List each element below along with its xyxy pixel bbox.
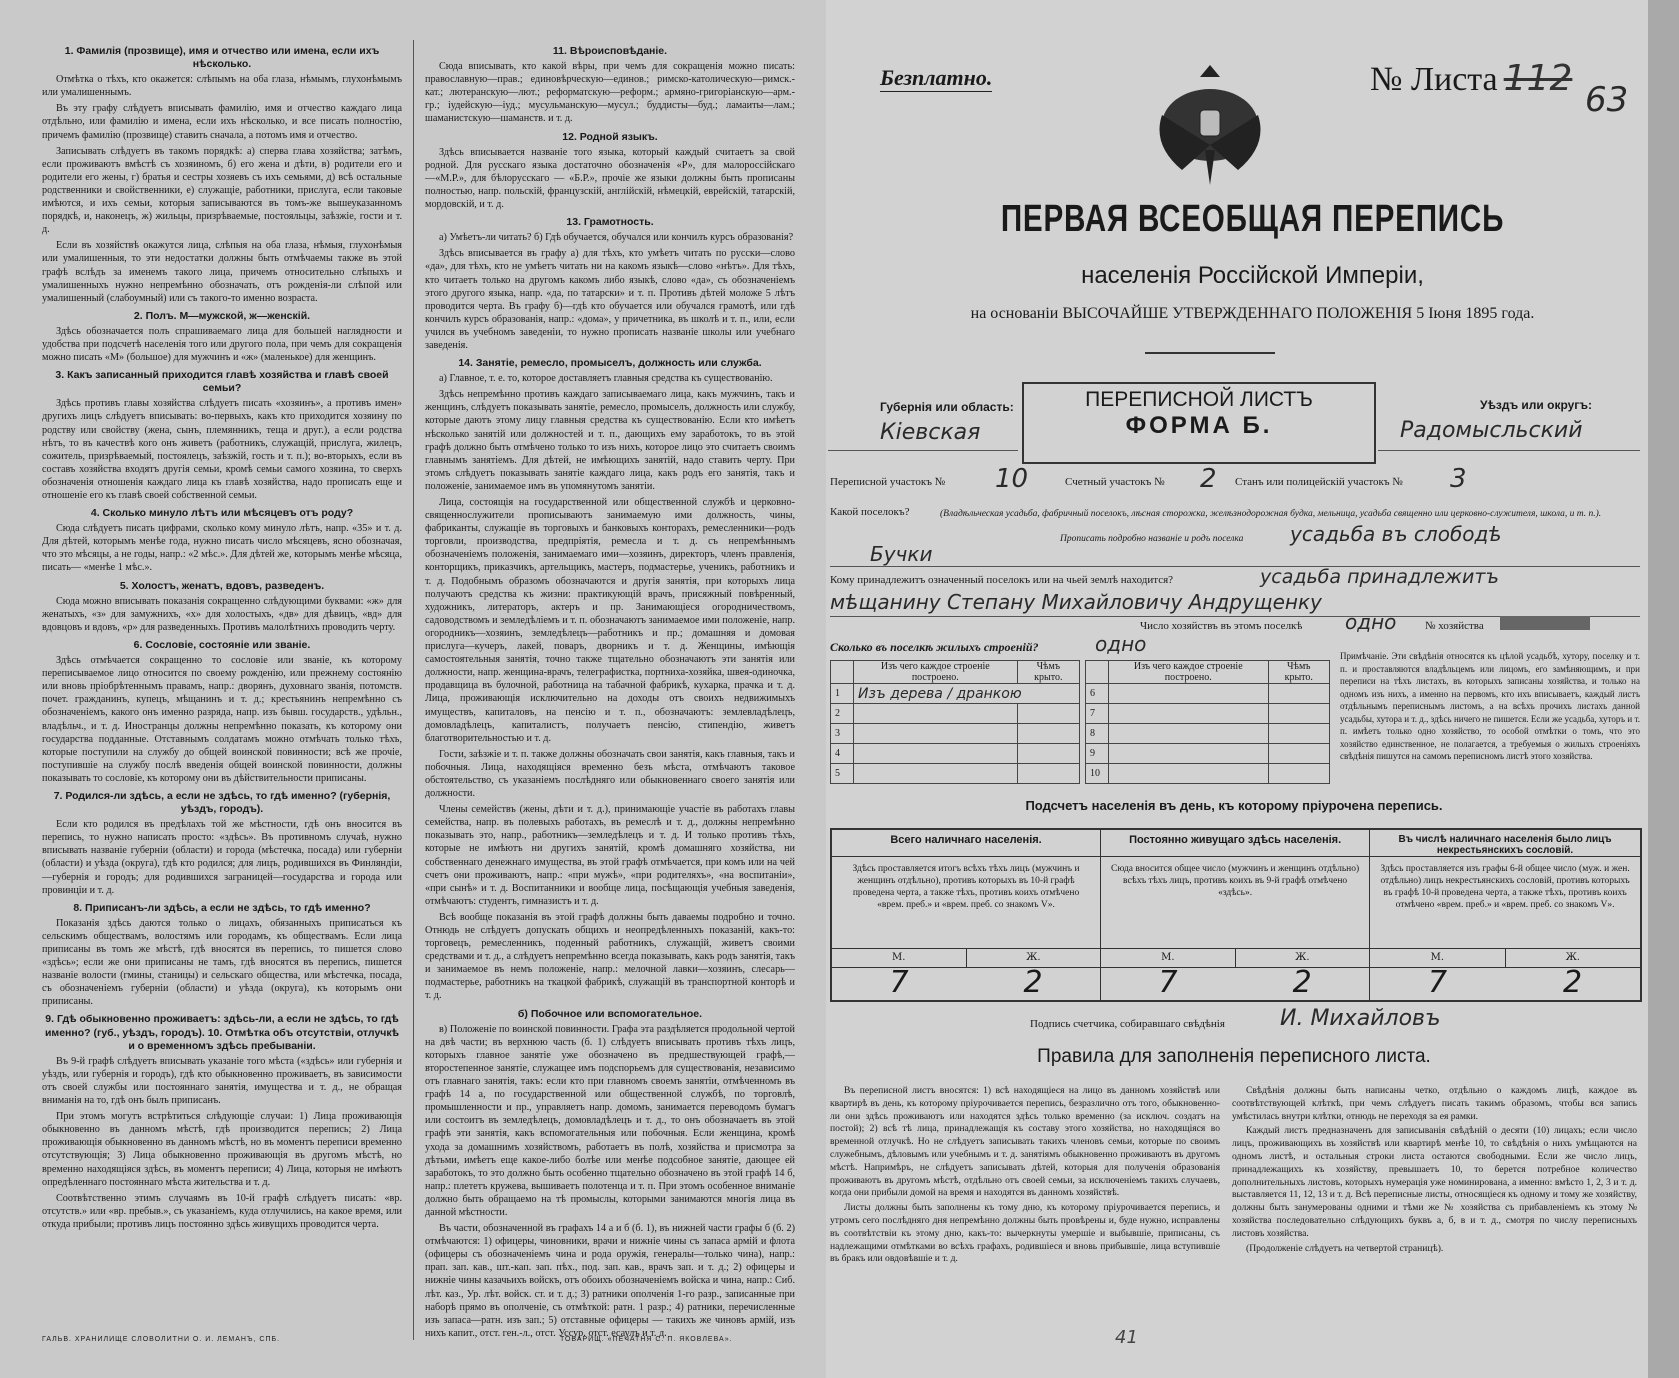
instruction-text: Сюда можно вписывать показанія сокращенно слѣдующими буквами: «ж» для женатыхъ, «з» для замужнихъ, «х» для холостыхъ, «дв» для дѣвицъ, «вд» для вдовцовъ и вдовъ, «р» для разведенныхъ. Противъ малолѣтнихъ проводить черту.	[42, 595, 402, 633]
settlement-line	[830, 566, 1640, 567]
left-page	[0, 0, 826, 1378]
population-total-desc: Здѣсь проставляется итогъ всѣхъ тѣхъ лицъ (мужчинъ и женщинъ отдѣльно), противъ которыхъ въ 10-й графѣ проведена черта, а также тѣхъ, противъ коихъ отмѣчено «врем. преб.» и «врем. преб. со знакомъ V».	[852, 864, 1080, 910]
female-label: Ж.	[1295, 952, 1310, 963]
buildings-table-left	[830, 660, 1080, 784]
province-value: Кіевская	[880, 420, 981, 445]
instruction-heading: 5. Холостъ, женатъ, вдовъ, разведенъ.	[119, 579, 325, 592]
instruction-heading: 14. Занятіе, ремесло, промыселъ, должность или служба.	[458, 357, 762, 370]
instruction-heading: 1. Фамилія (прозвище), имя и отчество или имена, если ихъ нѣсколько.	[64, 45, 380, 71]
title-separator	[1145, 352, 1275, 354]
instruction-text: Въ эту графу слѣдуетъ вписывать фамилію, имя и отчество каждаго лица отдѣльно, или фамилію и имена, если ихъ нѣсколько, и все писать полностію, причемъ фамилію (прозвище) ставить сначала, а потомъ имя и отчество.	[42, 103, 402, 141]
instruction-text: Гости, заѣзжіе и т. п. также должны обозначать свои занятія, какъ главныя, такъ и побочныя. Лица, находящіяся временно безъ мѣста, отмѣчаютъ таковое обстоятельство, съ указаніемъ послѣдняго или обыкновеннаго своего занятія или должности.	[425, 748, 795, 800]
settlement-hint: (Владѣльческая усадьба, фабричный поселокъ, лѣсная сторожка, желѣзнодорожная будка, мельница, усадьба священно или церковно-служителя, школа, и т. п.).	[940, 509, 1602, 519]
settlement-hint-2: Прописать подробно названіе и родъ поселка	[1060, 534, 1244, 544]
instruction-text: Здѣсь вписывается въ графу а) для тѣхъ, кто умѣетъ читать по русски—слово «да», для тѣхъ, кто не умѣетъ читать ни на какомъ языкѣ—слово «нѣтъ». Для тѣхъ, кто читаетъ только на другомъ какомъ либо языкѣ, слово «да», съ обозначеніемъ этого другого языка, напр. «да, по татарски» и т. п. Противъ дѣтей моложе 5 лѣтъ проводится черта. Въ графу б)—гдѣ кто обучается или обучался грамотѣ, или гдѣ кончилъ курсъ образованія, напр.: «дома», у причетника, въ школѣ и т. п., или, если учился въ учебномъ заведеніи, то нужно прописать названіе школы или учебнаго заведенія.	[425, 248, 795, 351]
camp-label: Станъ или полицейскій участокъ №	[1235, 476, 1403, 488]
instruction-text: Если въ хозяйствѣ окажутся лица, слѣпыя на оба глаза, нѣмыя, глухонѣмыя или умалишенныя, то эти недостатки должны быть отмѣчаемы также въ этой графѣ вслѣдъ за именемъ такого лица, причемъ относительно слѣпыхъ и умалишенныхъ нужно непремѣнно обозначать, отъ рожденія-ли слѣпой или умалишенный (слабоумный) или съ такого-то именно возраста.	[42, 240, 402, 304]
buildings-label: Сколько въ поселкѣ жилыхъ строеній?	[830, 640, 1039, 654]
count-area-label: Счетный участокъ №	[1065, 476, 1165, 488]
population-total-header: Всего наличнаго населенія.	[832, 830, 1100, 857]
owner-value: усадьба принадлежитъ	[1260, 566, 1499, 588]
rules-left-column	[830, 1085, 1220, 1268]
settlement-value-2: Бучки	[870, 542, 933, 566]
census-area-label: Переписной участокъ №	[830, 476, 946, 488]
building-row-number: 1	[831, 684, 854, 704]
building-row-number: 7	[1086, 704, 1109, 724]
instruction-text: Здѣсь отмѣчается сокращенно то сословіе или званіе, къ которому переписываемое лицо относится по своему рожденію, или прежнему состоянію или вновь пріобрѣтеннымъ правамъ, напр.: дворянъ, духовнаго званія, потомств. почет. гражданинъ, купецъ, мѣщанинъ и т. д.; крестьянинъ непремѣнно съ обозначеніемъ, какого онъ именно разряда, напр. изъ бывш. государств., удѣльн., владѣльч., и т. д. Иностранцы должны непремѣнно показать, къ которому они государства подданные. Отставнымъ солдатамъ можно отмѣчать только тѣхъ, которые поступили на службу до общей воинской повинности; всѣ же прочіе, поступившіе на службу послѣ введенія общей воинской повинности, должны показывать то сословіе, къ которому они въ дѣйствительности приписаны.	[42, 655, 402, 784]
building-row-number: 2	[831, 704, 854, 724]
rule-paragraph: Въ переписной листъ вносятся: 1) всѣ находящіеся на лицо въ данномъ хозяйствѣ или квартирѣ въ день, къ которому пріурочивается перепись, безразлично отъ того, обыкновенно-ли они здѣсь проживаютъ или находятся здѣсь только временно (за исключ. создатъ на постой); 2) всѣ тѣ лица, принадлежащія къ составу этого хозяйства, но находящіяся во временной отлучкѣ. Но не слѣдуетъ записывать такихъ членовъ семьи, которые по своимъ служебнымъ, дѣловымъ или учебнымъ и т. д. занятіямъ обыкновенно проживаютъ въ другомъ мѣстѣ. Напримѣръ, не слѣдуетъ записывать дѣтей, которыя для полученія образованія проживаютъ въ другомъ мѣстѣ, отдѣльно отъ своей семьи, за исключеніемъ такихъ случаевъ, когда они прибыли домой на время и находятся въ данномъ хозяйствѣ.	[830, 1085, 1220, 1199]
signature-value: И. Михайловъ	[1280, 1006, 1441, 1031]
instruction-text: Здѣсь вписывается названіе того языка, который каждый считаетъ за свой родной. Для русскаго языка достаточно обозначенія «Р», для малороссійскаго—«М.Р.», для бѣлорусскаго — «Б.Р.», прочіе же языки должны быть прописаны полностью, напр. польскій, французскій, англійскій, нѣмецкій, еврейскій, татарскій, мордовскій, и т. д.	[425, 146, 795, 211]
sheet-number-label: № Листа	[1370, 61, 1498, 98]
instruction-heading: 3. Какъ записанный приходится главѣ хозяйства и главѣ своей семьи?	[55, 369, 389, 395]
province-label: Губернія или область:	[880, 400, 1014, 414]
printer-credit-right: ТОВАРИЩ. «ПЕЧАТНЯ С. П. ЯКОВЛЕВА».	[560, 1336, 733, 1343]
column-divider	[413, 40, 414, 1340]
sheet-type-box	[1022, 382, 1376, 464]
instructions-column-1	[42, 40, 402, 1330]
instruction-text: Сюда вписывать, кто какой вѣры, при чемъ для сокращенія можно писать: православную—прав.; единовѣрческую—единов.; римско-католическую—римск.-кат.; лютеранскую—лют.; реформатскую—реформ.; армяно-григоріанскую—арм.-гр.; іудейскую—іуд.; мусульманскую—мусул.; буддисты—буд.; ламаиты—лам.; шаманистскую—шаманств. и т. д.	[425, 61, 795, 125]
female-label: Ж.	[1026, 952, 1041, 963]
rule-paragraph: Свѣдѣнія должны быть написаны четко, отдѣльно о каждомъ лицѣ, каждое въ соотвѣтствующей клѣткѣ, при чемъ слѣдуетъ писать такимъ образомъ, чтобы вся запись умѣстилась внутри клѣтки, отнюдь не переходя за ея рамки.	[1232, 1085, 1637, 1122]
instruction-text: При этомъ могутъ встрѣтиться слѣдующіе случаи: 1) Лица проживающія обыкновенно въ данномъ мѣстѣ, гдѣ производится перепись; 2) Лица проживающія обыкновенно въ данномъ мѣстѣ, но въ моментъ переписи временно отсутствующія; 3) Лица обыкновенно проживающія въ другомъ мѣстѣ, но временно находящіяся здѣсь, въ моментъ переписи; 4) Лица, которыя не имѣютъ опредѣленнаго постояннаго мѣста жительства и т. д.	[42, 1111, 402, 1188]
male-label: М.	[1101, 949, 1236, 967]
non-peasant-female-value: 2	[1562, 965, 1583, 1000]
instruction-text: Въ 9-й графѣ слѣдуетъ вписывать указаніе того мѣста («здѣсь» или губернія и уѣздъ, или губернія и городъ), гдѣ кто обыкновенно проживаетъ, въ зависимости отъ своей службы или постояннаго занятія, имущества и т. д., не обращая вниманія на то, гдѣ онъ былъ приписанъ.	[42, 1055, 402, 1107]
population-non-peasant-header: Въ числѣ наличнаго населенія было лицъ некрестьянскихъ сословій.	[1370, 830, 1640, 857]
population-non-peasant-desc: Здѣсь проставляется изъ графы 6-й общее число (муж. и жен. отдѣльно) лицъ некрестьянскихъ сословій, противъ которыхъ въ графѣ 10-й проведена черта, а также тѣхъ, противъ коихъ отмѣчено «врем. преб.» и «врем. преб. со знакомъ V».	[1380, 864, 1630, 910]
rule-paragraph: Каждый листъ предназначенъ для записыванія свѣдѣній о десяти (10) лицахъ; если число лицъ, проживающихъ въ хозяйствѣ или квартирѣ менѣе 10, то свѣдѣнія о нихъ умѣщаются на одномъ листѣ, и остальныя строки листа остаются свободными. Если же число лицъ, принадлежащихъ къ хозяйству, превышаетъ 10, то берется потребное количество дополнительныхъ листовъ, которыхъ нумерація уже номинирована, а именно: вмѣсто 1, 2, 3 и т. д. выставляется 11, 12, 13 и т. д. Всѣ переписные листы, относящіеся къ одному и тому же хозяйству, должны быть занумерованы одними и тѣми же № хозяйства съ прибавленіемъ къ этому № хозяйства последовательно слѣдующихъ буквъ а, б, в и т. д., смотря по числу переписныхъ листовъ хозяйства.	[1232, 1125, 1637, 1239]
households-value: одно	[1345, 610, 1397, 634]
buildings-table-right	[1085, 660, 1330, 784]
buildings-note: Примѣчаніе. Эти свѣдѣнія относятся къ цѣлой усадьбѣ, хутору, поселку и т. п. и проставляются владѣльцемъ или лицомъ, его замѣняющимъ, и при переписи на тѣхъ листахъ, въ которыхъ записаны хозяйства, и только на одномъ изъ нихъ, а именно на первомъ, кто ихъ вписываетъ, каждый листъ отдѣльнымъ переписнымъ листомъ, а на всѣхъ прочихъ листахъ данной усадьбы, хутора и т. д., здѣсь ничего не пишется. Если же усадьба, хуторъ и т. п. имѣетъ только одно хозяйство, то особой отмѣтки о томъ, что это хозяйство единственное, не полагается, а требуемыя о жилыхъ строеніяхъ свѣдѣнія пишутся на самомъ переписномъ листѣ этого хозяйства.	[1340, 651, 1640, 761]
permanent-female-value: 2	[1292, 965, 1312, 1000]
instruction-text: Лица, состоящія на государственной или общественной службѣ и церковно-священнослужители прописываютъ занимаемую ими должность, чины, фабриканты, служащіе въ торговыхъ и банковыхъ конторахъ, ремесленники—родъ торговли, производства, предпріятія, ремесла и т. д. съ непремѣннымъ обозначеніемъ положенія, занимаемаго ими—хозяинъ, директоръ, членъ правленія, конторщикъ, приказчикъ, артельщикъ, мастеръ, подмастерье, ученикъ, работникъ и т. д. Подобнымъ образомъ обозначаются и другія занятія, при которыхъ лица получаютъ средства къ жизни: практикующій врачъ, присяжный повѣренный, художникъ, литераторъ, актеръ и пр. Занимающіеся огородничествомъ, садоводствомъ и земледѣліемъ и т. п. обозначаютъ занимаемое ими положеніе, напр. огородникъ—хозяинъ, земледѣлецъ—работникъ и пр.; домашняя и домовая прислуга—кучеръ, лакей, поваръ, дворникъ и т. д. Женщины, имѣющія самостоятельныя занятія, точно также тщательно обозначаютъ эти занятія или должности, напр. женщина-врачъ, телеграфистка, портниха-хозяйка, швея-одиночка, продавщица въ булочной, работница на табачной фабрикѣ, кухарка, прачка и т. д. Лица, проживающія исключительно на доходы отъ своихъ недвижимыхъ имуществъ, капиталовъ, на пенсію и т. п., обозначаютъ: землевладѣлецъ, домовладѣлецъ, капиталистъ, получаетъ пенсію, стипендію, живетъ благотворительностью и т. д.	[425, 497, 795, 744]
building-row-number: 3	[831, 724, 854, 744]
rules-right-column	[1232, 1085, 1637, 1257]
rule-paragraph: (Продолженіе слѣдуетъ на четвертой страницѣ).	[1246, 1242, 1444, 1254]
instruction-heading: 13. Грамотность.	[566, 216, 654, 229]
instruction-heading: 7. Родился-ли здѣсь, а если не здѣсь, то гдѣ именно? (губернія, уѣздъ, городъ).	[53, 789, 391, 816]
population-permanent	[1101, 830, 1370, 1000]
population-permanent-desc: Сюда вносится общее число (мужчинъ и женщинъ отдѣльно) всѣхъ тѣхъ лицъ, противъ коихъ въ 9-й графѣ отмѣчено «здѣсь».	[1111, 864, 1360, 898]
sheet-form: ФОРМА Б.	[1125, 412, 1273, 439]
total-male-value: 7	[889, 965, 909, 1000]
buildings-material-header: Изъ чего каждое строеніе построено.	[854, 661, 1018, 684]
instruction-text: Члены семействъ (жены, дѣти и т. д.), принимающіе участіе въ работахъ главы семейства, напр. въ полевыхъ работахъ, въ ремеслѣ и т. д., должны непремѣнно показывать это, напр., работникъ—земледѣлецъ и т. д. И только противъ тѣхъ, которые не имѣютъ ни другихъ занятій, кромѣ домашняго хозяйства, ни собственнаго денежнаго имущества, въ этой графѣ отмѣчается, при комъ или на чей счетъ они проживаютъ, напр.: «при мужѣ», «при родителяхъ», «на воспитаніи», «при сынѣ» и т. д. Воспитанники и вообще лица, посѣщающія учебныя заведенія, отмѣчаютъ: студентъ, гимназистъ и т. д.	[425, 804, 795, 907]
owner-label: Кому принадлежитъ означенный поселокъ или на чьей землѣ находится?	[830, 574, 1174, 586]
district-label: Уѣздъ или округъ:	[1480, 398, 1593, 412]
free-label: Безплатно.	[880, 65, 993, 90]
instruction-text: Показанія здѣсь даются только о лицахъ, обязанныхъ приписаться къ сельскимъ обществамъ, волостямъ или городамъ, къ обществамъ. Если лица приписаны въ томъ же мѣстѣ, гдѣ вносятся въ перепись, то пишется слово «здѣсь»; если же они приписаны не тамъ, гдѣ вносятся въ перепись, пишется названіе волости (гмины, станицы) и сельскаго общества, или мѣстечка, посада, съ обозначеніемъ губерніи (области) и уѣзда (округа), къ которымъ они приписаны.	[42, 917, 402, 1008]
total-female-value: 2	[1023, 965, 1043, 1000]
sheet-number-value: 112	[1503, 58, 1573, 99]
sheet-number	[1370, 58, 1572, 99]
buildings-roof-header: Чѣмъ крыто.	[1268, 661, 1329, 684]
instruction-text: Здѣсь противъ главы хозяйства слѣдуетъ писать «хозяинъ», а противъ имен» другихъ лицъ слѣдуетъ вписывать: во-первыхъ, какъ кто приходится хозяину по родству или свойству (жена, сынъ, племянникъ, теща и друг.), а если родства нѣтъ, то въ качествѣ кого онъ живетъ (работникъ, служащій, прислуга, жилецъ, сожитель, призрѣваемый, постоялецъ, заѣзжій, гость и т. п.); во-вторыхъ, если въ составъ хозяйства входятъ другія семьи, кромѣ семьи самого хозяина, то сверхъ обозначенія отношенія каждаго лица къ главѣ хозяйства, надо прописать еще и отношеніе его къ главѣ своей собственной семьи.	[42, 398, 402, 501]
instruction-heading: 9. Гдѣ обыкновенно проживаетъ: здѣсь-ли, а если не здѣсь, то гдѣ именно? (губ., уѣздъ, городъ). 10. Отмѣтка объ отсутствіи, отлучкѣ и о временномъ здѣсь пребываніи.	[44, 1013, 400, 1052]
settlement-label: Какой поселокъ?	[830, 506, 910, 518]
district-line	[1378, 450, 1640, 451]
male-label: М.	[832, 949, 967, 967]
instruction-heading: 11. Вѣроисповѣданіе.	[552, 45, 668, 57]
buildings-material-header: Изъ чего каждое строеніе построено.	[1109, 661, 1269, 684]
instruction-heading: 4. Сколько минуло лѣтъ или мѣсяцевъ отъ роду?	[90, 507, 354, 520]
household-number-label: № хозяйства	[1425, 620, 1484, 632]
households-label: Число хозяйствъ въ этомъ поселкѣ	[1140, 620, 1303, 632]
instruction-text: Отмѣтка о тѣхъ, кто окажется: слѣпымъ на оба глаза, нѣмымъ, глухонѣмымъ или умалишеннымъ.	[42, 74, 402, 99]
building-row-number: 6	[1086, 684, 1109, 704]
instruction-text: в) Положеніе по воинской повинности. Графа эта раздѣляется продольной чертой на двѣ части; въ верхнюю часть (б. 1) слѣдуетъ вписывать противъ тѣхъ лицъ, которыхъ главное занятіе уже обозначено въ предшествующей графѣ,—второстепенное занятіе, служащее имъ подспорьемъ для существованія, независимо отъ главнаго занятія, такъ: если кто при главномъ своемъ занятіи, отмѣченномъ въ графѣ 14 а, по государственной или общественной службѣ, по торговлѣ, промышленности и пр., управляетъ напр. домомъ, занимается переводомъ бумагъ или состоитъ въ земледѣлецъ, домовладѣлецъ и т. д., то онъ обозначаетъ въ этой графѣ эти занятія, какъ вспомогательныя или побочныя. Если женщина, кромѣ ухода за домашнимъ хозяйствомъ, работаетъ въ полѣ, хозяйства и присмотра за дѣтьми, имѣетъ еще какое-либо болѣе или менѣе подсобное занятіе, дающее ей заработокъ, то это должно быть особенно тщательно обозначено въ этой графѣ 14 б, напр.: плететъ кружева, вышиваетъ полотенца и т. п. При этомъ особенное вниманіе должно быть обращаемо на тѣ промыслы, которыми занимаются многія лица въ данной мѣстности.	[425, 1023, 795, 1218]
count-area-value: 2	[1200, 464, 1217, 494]
instruction-heading: б) Побочное или вспомогательное.	[517, 1007, 703, 1020]
printer-credit-left: ГАЛЬВ. ХРАНИЛИЩЕ СЛОВОЛИТНИ О. И. ЛЕМАНЪ, СПБ.	[42, 1336, 281, 1343]
population-total	[832, 830, 1101, 1000]
settlement-value: усадьба въ слободѣ	[1290, 522, 1502, 546]
camp-value: 3	[1450, 464, 1467, 494]
instruction-heading: 8. Приписанъ-ли здѣсь, а если не здѣсь, то гдѣ именно?	[73, 901, 371, 914]
census-basis: на основаніи ВЫСОЧАЙШЕ УТВЕРЖДЕННАГО ПОЛОЖЕНІЯ 5 Іюня 1895 года.	[970, 305, 1535, 322]
building-row-number: 4	[831, 744, 854, 764]
building-row-number: 8	[1086, 724, 1109, 744]
permanent-male-value: 7	[1158, 965, 1178, 1000]
building-row-number: 5	[831, 764, 854, 784]
household-number-redacted	[1500, 616, 1590, 630]
province-line	[828, 450, 1018, 451]
instruction-text: Записывать слѣдуетъ въ такомъ порядкѣ: а) сперва глава хозяйства; затѣмъ, если проживаютъ вмѣстѣ съ хозяиномъ, б) его жена и дѣти, в) родители его и родители его жены, г) братья и сестры хозяевъ съ ихъ семьями, д) всѣ остальные родственники и свойственники, е) служащіе, работники, прислуга, если таковые имѣются, и ихъ семьи, которыя записываются въ томъ-же вышеуказанномъ порядкѣ, и, наконецъ, ж) жильцы, призрѣваемые, постояльцы, заѣзжіе, гости и т. д.	[42, 145, 402, 236]
rules-title: Правила для заполненія переписного листа.	[1037, 1046, 1431, 1067]
instruction-text: Въ части, обозначенной въ графахъ 14 а и б (б. 1), въ нижней части графы б (б. 2) отмѣчаются: 1) офицеры, чиновники, врачи и нижніе чины съ запаса армій и флота (офицеры съ обозначеніемъ чина и рода оружія, генералы—только чина), напр.: прап. зап. кав., шт.-кап. зап. пѣх., под. зап. кав., врачъ зап. и т. д.; 2) офицеры и нижніе чины казачьихъ войскъ, отъ обоихъ обозначеніемъ войска и чина, напр.: Сиб. лѣт. каз., Ур. лѣт. войск. ст. и т. д.; 3) ратники ополченія 1-го разр., записанные при наборѣ прямо въ ополченіе, съ отмѣткой: ратн. 1 разр.; 4) ратники, перечисленные изъ запаса—ратн. изъ зап.; 5) отставные офицеры — такихъ же чиновъ армій, изъ нихъ капит., отст. ген.-л., отст. Уссур. отст. есаулъ и т. д.	[425, 1223, 795, 1339]
instructions-column-2	[425, 40, 795, 1339]
population-permanent-header: Постоянно живущаго здѣсь населенія.	[1101, 830, 1369, 857]
signature-label: Подпись счетчика, собиравшаго свѣдѣнія	[1030, 1018, 1225, 1030]
instruction-text: а) Главное, т. е. то, которое доставляетъ главныя средства къ существованію.	[439, 373, 773, 385]
census-subtitle: населенія Россійской Имперіи,	[1081, 262, 1424, 289]
instruction-text: Здѣсь непремѣнно противъ каждаго записываемаго лица, какъ мужчинъ, такъ и женщинъ, слѣдуетъ показывать занятіе, ремесло, промыселъ, должность или службу, которые даютъ этому лицу главныя средства къ существованію. Если кто имѣетъ нѣсколько занятій или должностей и т. п., дающихъ ему заработокъ, то въ этой графѣ должно быть отмѣчено только то изъ нихъ, которое лицо это считаетъ своимъ главнымъ занятіемъ. Для дѣтей, не имѣющихъ занятій, надо ставить черту. При этомъ слѣдуетъ показывать занятіе каждаго лица, какъ родъ его занятія, такъ и положеніе, занимаемое имъ въ упомянутомъ занятіи.	[425, 389, 795, 492]
sheet-type-title: ПЕРЕПИСНОЙ ЛИСТЪ	[1085, 388, 1313, 411]
population-title: Подсчетъ населенія въ день, къ которому пріурочена перепись.	[1025, 798, 1443, 813]
instruction-heading: 12. Родной языкъ.	[562, 130, 658, 143]
instruction-heading: 2. Полъ. М—мужской, ж—женскій.	[133, 309, 311, 322]
instruction-heading: 6. Сословіе, состояніе или званіе.	[133, 638, 311, 651]
instruction-text: Здѣсь обозначается полъ спрашиваемаго лица для большей наглядности и удобства при подсчетѣ населенія того или другого пола, при чемъ для сокращенія можно писать «М» (большое) для мужчинъ и «ж» (маленькое) для женщинъ.	[42, 325, 402, 364]
imperial-eagle-emblem	[1150, 55, 1270, 195]
district-value: Радомысльский	[1400, 418, 1583, 443]
building-row-number: 10	[1086, 764, 1109, 784]
instruction-text: Если кто родился въ предѣлахъ той же мѣстности, гдѣ онъ вносится въ перепись, то нужно написать просто: «здѣсь». Въ противномъ случаѣ, нужно вписывать названіе губерніи (области) и города (мѣстечка, посада) или губерніи (области) и уѣзда (округа), гдѣ кто родился; для лицъ, родившихся въ Финляндіи,—губернія и городъ; для родившихся заграницей—государства и города или провинціи и т. д.	[42, 819, 402, 896]
bottom-page-number: 41	[1115, 1327, 1138, 1348]
non-peasant-male-value: 7	[1428, 965, 1448, 1000]
instruction-text: Сюда слѣдуетъ писать цифрами, сколько кому минуло лѣтъ, напр. «35» и т. д. Для дѣтей, которымъ менѣе года, нужно писать число мѣсяцевъ, ясно обозначая, что это мѣсяцы, а не годы, напр.: «2 мѣс.». Для дѣтей же, которымъ менѣе мѣсяца, писать— «менѣе 1 мѣс.».	[42, 523, 402, 574]
population-table	[830, 828, 1642, 1002]
female-label: Ж.	[1565, 952, 1580, 963]
buildings-value: одно	[1095, 632, 1147, 656]
census-title: ПЕРВАЯ ВСЕОБЩАЯ ПЕРЕПИСЬ	[1000, 198, 1505, 240]
buildings-roof-header: Чѣмъ крыто.	[1017, 661, 1079, 684]
page-edge	[1648, 0, 1679, 1378]
instruction-text: Всѣ вообще показанія въ этой графѣ должны быть даваемы подробно и точно. Отнюдь не слѣдуетъ допускать общихъ и неопредѣленныхъ показаній, какъ-то: торговецъ, ремесленникъ, поденный работникъ, служащій, живетъ своими средствами и т. д., а слѣдуетъ непремѣнно всегда показывать, какъ родъ занятія, такъ и занимаемое въ немъ положеніе, напр.: мелочной лавки—хозяинъ, слесарь—подмастерье, работникъ на ткацкой фабрикѣ, служащій въ транспортной конторѣ и т. д.	[425, 911, 795, 1002]
instruction-text: Соотвѣтственно этимъ случаямъ въ 10-й графѣ слѣдуетъ писать: «вр. отсутств.» или «вр. пребыв.», съ указаніемъ, куда отлучились, на какое время, или откуда прибыли; противъ лицъ постоянно здѣсь живущихъ проводится черта.	[42, 1192, 402, 1230]
rule-paragraph: Листы должны быть заполнены къ тому дню, къ которому пріурочивается перепись, и утромъ сего послѣдняго дня непремѣнно должны быть провѣрены и, буде нужно, исправлены въ соотвѣтствіи къ этому дню, какъ-то: вычеркнуты умершіе и выбывшіе, приписаны, съ надлежащими отмѣтками во всѣхъ графахъ, родившіеся и вновь прибывшіе, лица вступившіе въ бракъ или овдовѣвшіе и т. д.	[830, 1202, 1220, 1265]
male-label: М.	[1370, 949, 1505, 967]
population-non-peasant	[1370, 830, 1640, 1000]
corner-page-number: 63	[1585, 80, 1629, 120]
building-row-number: 9	[1086, 744, 1109, 764]
owner-value-2: мѣщанину Степану Михайловичу Андрущенку	[830, 590, 1322, 614]
instruction-text: а) Умѣетъ-ли читать? б) Гдѣ обучается, обучался или кончилъ курсъ образованія?	[439, 232, 794, 244]
building-row-value: Изъ дерева / дранкою	[854, 684, 1080, 704]
census-area-value: 10	[995, 464, 1029, 494]
